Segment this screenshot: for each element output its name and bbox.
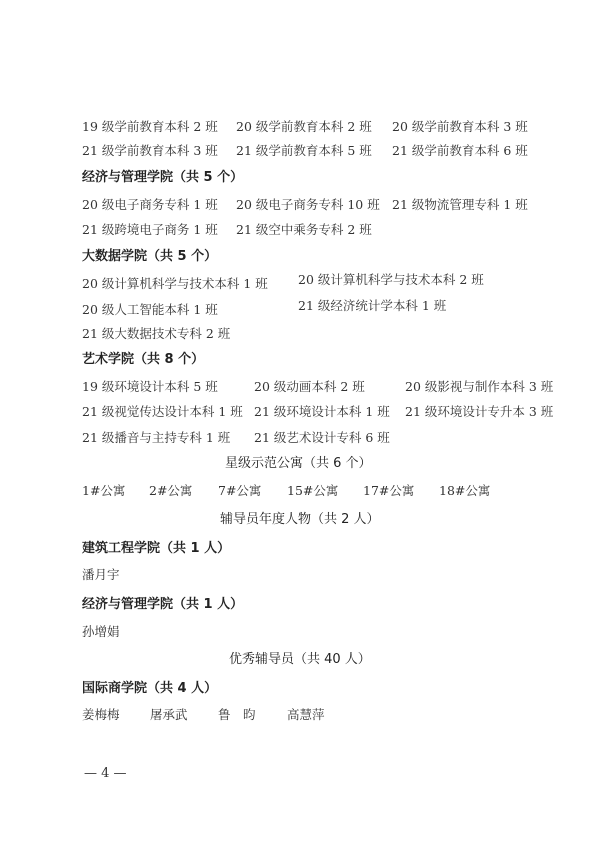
section-title: 星级示范公寓（共 6 个） — [225, 456, 372, 471]
class-item: 21 级学前教育本科 3 班 — [82, 143, 218, 158]
section-title: 优秀辅导员（共 40 人） — [229, 652, 371, 667]
class-item: 21 级大数据技术专科 2 班 — [82, 326, 231, 341]
class-item: 21 级跨境电子商务 1 班 — [82, 222, 218, 237]
person-name: 潘月宇 — [82, 567, 120, 582]
page-number: — 4 — — [84, 766, 127, 781]
class-item: 20 级计算机科学与技术本科 2 班 — [298, 272, 484, 287]
section-heading: 经济与管理学院（共 1 人） — [82, 597, 244, 612]
person-name: 孙增娟 — [82, 624, 120, 639]
class-item: 21 级视觉传达设计本科 1 班 — [82, 404, 243, 419]
class-item: 20 级人工智能本科 1 班 — [82, 302, 218, 317]
dorm-item: 17#公寓 — [363, 483, 415, 498]
person-name: 高慧萍 — [287, 707, 325, 722]
dorm-item: 1#公寓 — [82, 483, 126, 498]
class-item: 21 级播音与主持专科 1 班 — [82, 430, 231, 445]
class-item: 21 级物流管理专科 1 班 — [392, 197, 528, 212]
class-item: 20 级动画本科 2 班 — [254, 379, 365, 394]
section-heading: 经济与管理学院（共 5 个） — [82, 170, 244, 185]
class-item: 21 级艺术设计专科 6 班 — [254, 430, 390, 445]
class-item: 21 级学前教育本科 6 班 — [392, 143, 528, 158]
class-item: 20 级学前教育本科 3 班 — [392, 119, 528, 134]
person-name: 屠承武 — [150, 707, 188, 722]
section-heading: 国际商学院（共 4 人） — [82, 681, 218, 696]
class-item: 19 级环境设计本科 5 班 — [82, 379, 218, 394]
section-heading: 建筑工程学院（共 1 人） — [82, 541, 231, 556]
class-item: 20 级学前教育本科 2 班 — [236, 119, 372, 134]
dorm-item: 7#公寓 — [218, 483, 262, 498]
dorm-item: 2#公寓 — [149, 483, 193, 498]
class-item: 21 级空中乘务专科 2 班 — [236, 222, 372, 237]
person-name: 姜梅梅 — [82, 707, 120, 722]
class-item: 20 级影视与制作本科 3 班 — [405, 379, 554, 394]
class-item: 19 级学前教育本科 2 班 — [82, 119, 218, 134]
class-item: 20 级电子商务专科 1 班 — [82, 197, 218, 212]
dorm-item: 15#公寓 — [287, 483, 339, 498]
class-item: 21 级环境设计本科 1 班 — [254, 404, 390, 419]
section-heading: 大数据学院（共 5 个） — [82, 249, 218, 264]
dorm-item: 18#公寓 — [439, 483, 491, 498]
class-item: 21 级环境设计专升本 3 班 — [405, 404, 554, 419]
class-item: 20 级计算机科学与技术本科 1 班 — [82, 276, 268, 291]
class-item: 21 级学前教育本科 5 班 — [236, 143, 372, 158]
section-title: 辅导员年度人物（共 2 人） — [220, 512, 380, 527]
person-name: 鲁 昀 — [218, 707, 256, 722]
class-item: 21 级经济统计学本科 1 班 — [298, 298, 447, 313]
class-item: 20 级电子商务专科 10 班 — [236, 197, 380, 212]
section-heading: 艺术学院（共 8 个） — [82, 352, 205, 367]
